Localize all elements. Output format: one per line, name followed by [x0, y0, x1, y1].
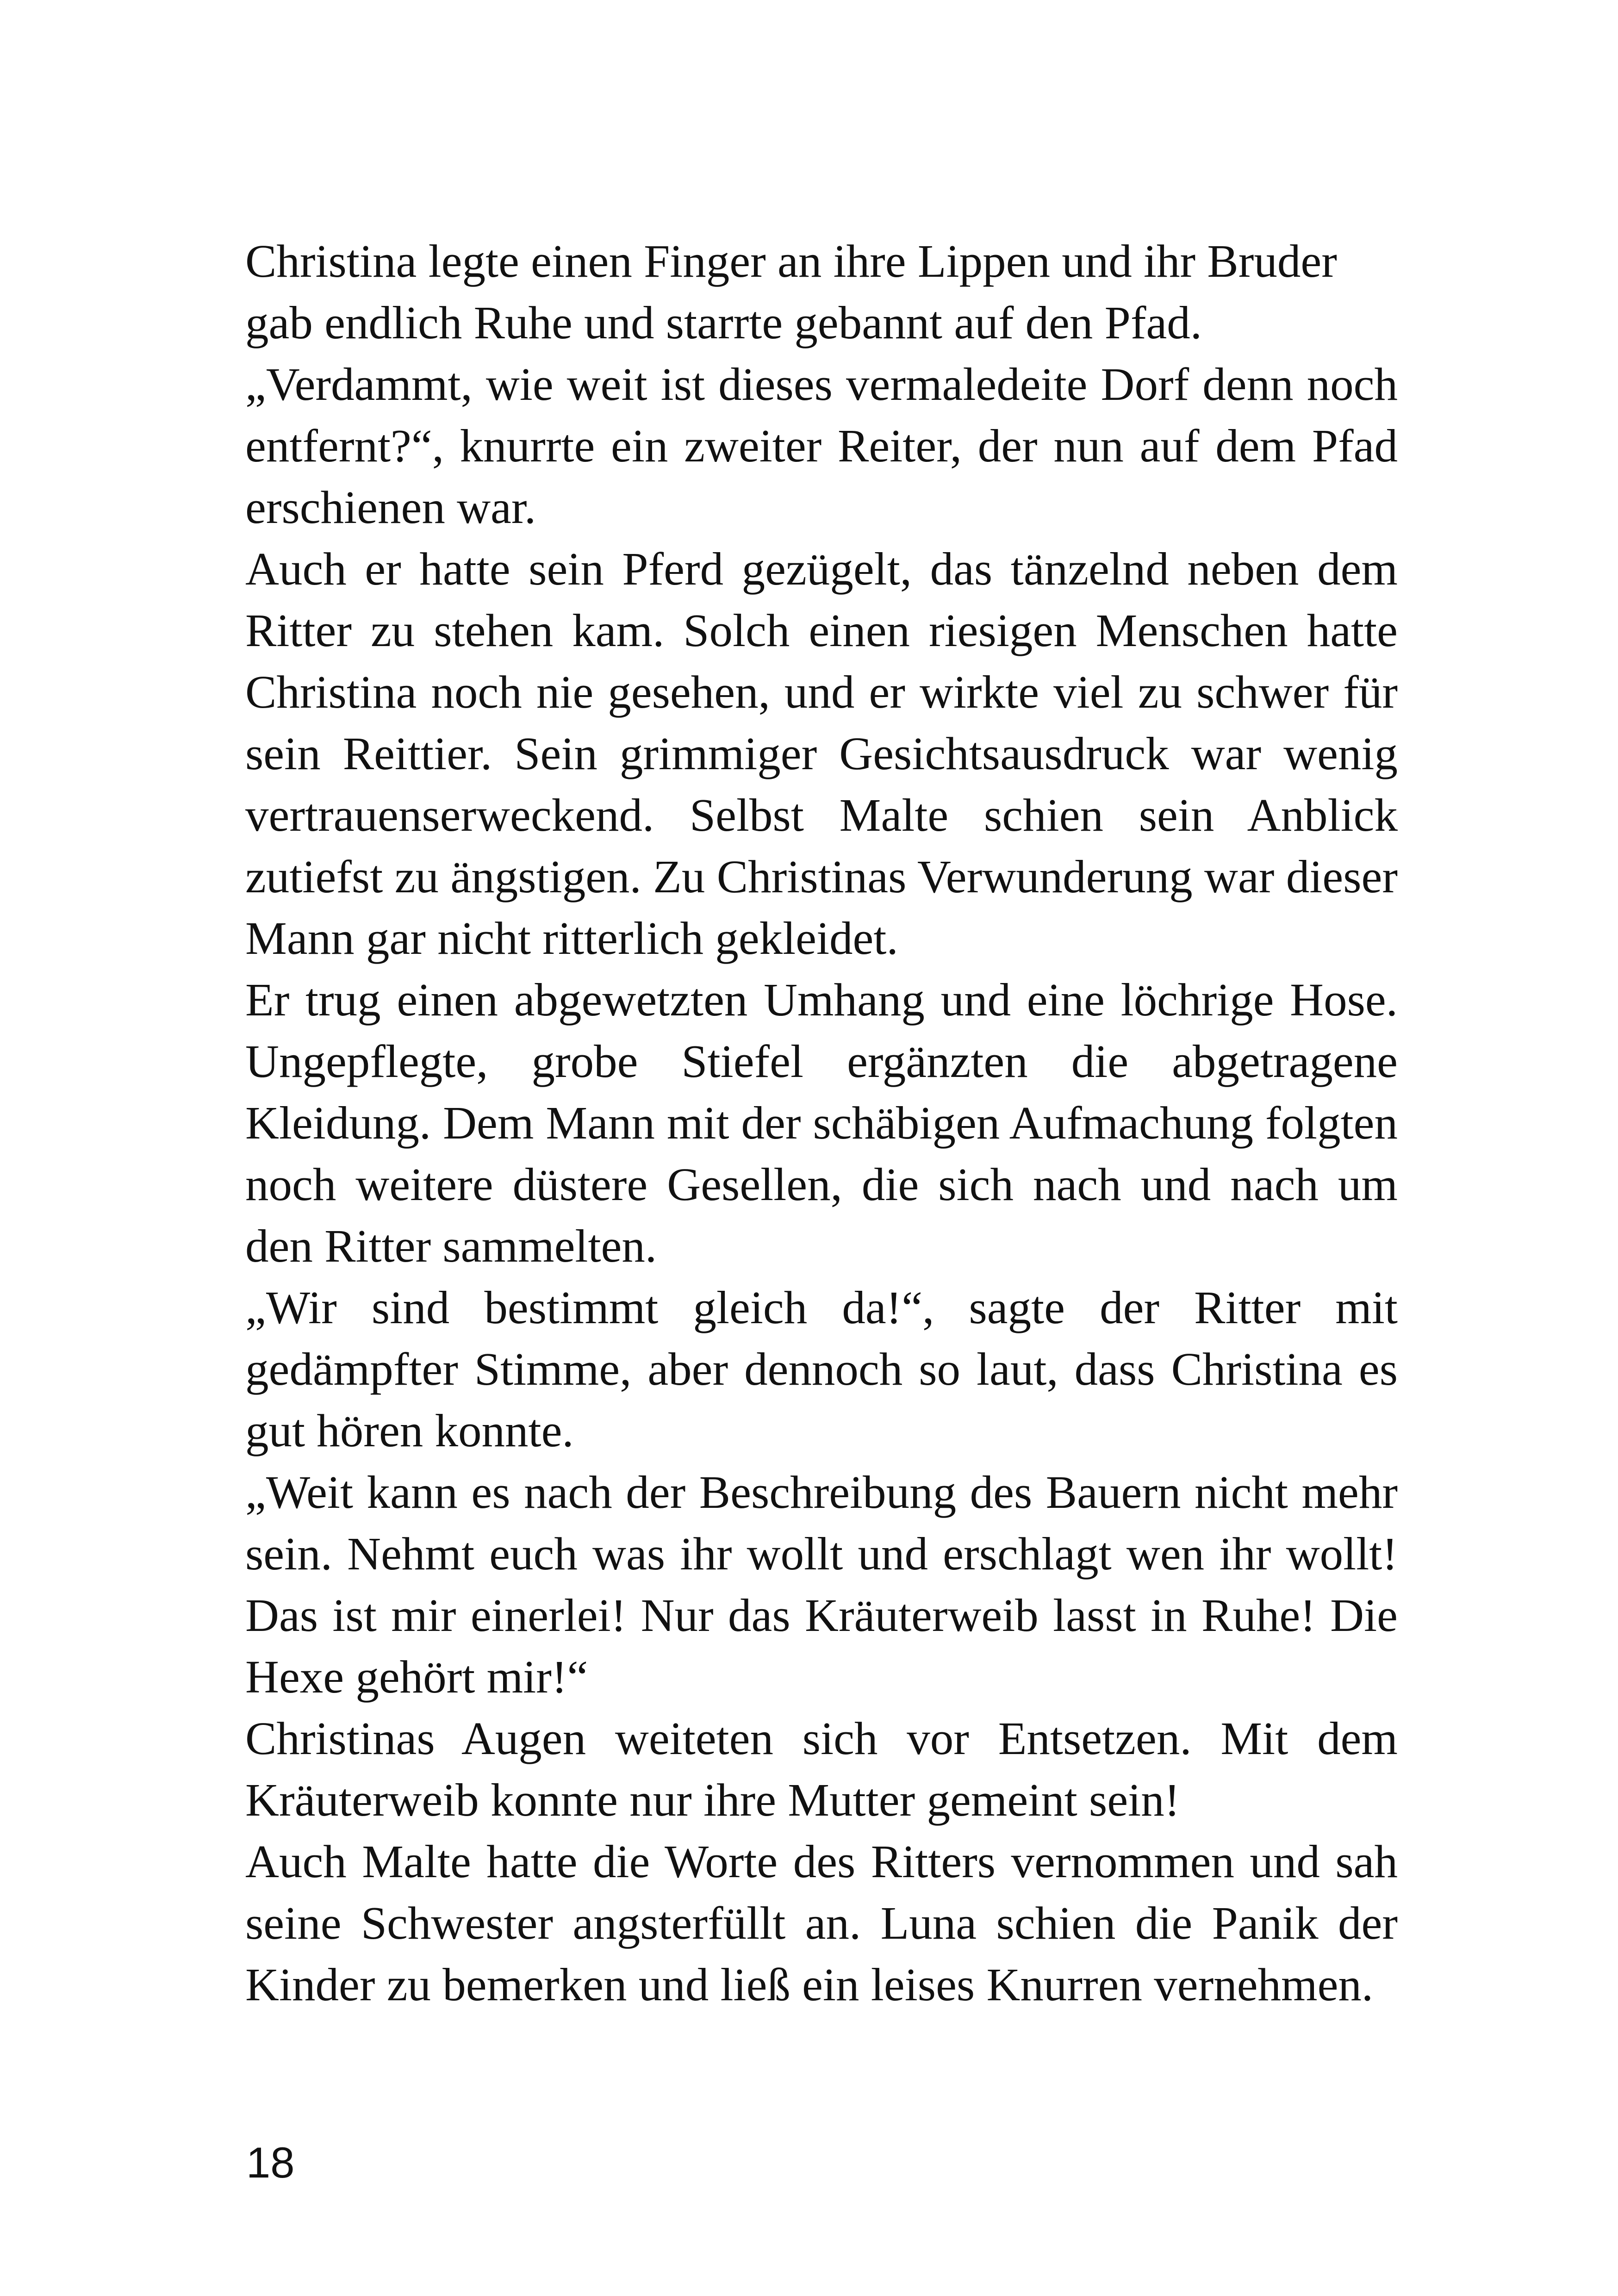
- paragraph-4: Er trug einen abgewetzten Umhang und eine löchrige Hose. Ungepflegte, grobe Stiefel ergänzten die abgetragene Kleidung. Dem Mann mit der schäbigen Aufmachung folgten noch weitere düstere Gesellen, die sich nach und nach um den Ritter sammelten.: [245, 974, 1398, 1272]
- page-number: 18: [246, 2138, 295, 2187]
- paragraph-1: Christina legte einen Finger an ihre Lippen und ihr Bruder gab endlich Ruhe und starrte gebannt auf den Pfad.: [245, 235, 1337, 348]
- paragraph-2: „Verdammt, wie weit ist dieses vermaledeite Dorf denn noch entfernt?“, knurrte ein zweiter Reiter, der nun auf dem Pfad erschienen war.: [245, 358, 1398, 533]
- body-text: [245, 230, 1398, 2016]
- paragraph-8: Auch Malte hatte die Worte des Ritters vernommen und sah seine Schwester angsterfüllt an. Luna schien die Panik der Kinder zu bemerken und ließ ein leises Knurren vernehmen.: [245, 1836, 1398, 2010]
- paragraph-5: „Wir sind bestimmt gleich da!“, sagte der Ritter mit gedämpfter Stimme, aber dennoch so laut, dass Christina es gut hören konnte.: [245, 1282, 1398, 1456]
- paragraph-3: Auch er hatte sein Pferd gezügelt, das tänzelnd neben dem Ritter zu stehen kam. Solch einen riesigen Menschen hatte Christina noch nie gesehen, und er wirkte viel zu schwer für sein Reittier. Sein grimmiger Gesichtsausdruck war wenig vertrauenserweckend. Selbst Malte schien sein Anblick zutiefst zu ängstigen. Zu Christinas Verwunderung war dieser Mann gar nicht ritterlich gekleidet.: [245, 543, 1398, 964]
- paragraph-7: Christinas Augen weiteten sich vor Entsetzen. Mit dem Kräuterweib konnte nur ihre Mutter gemeint sein!: [245, 1712, 1398, 1826]
- paragraph-6: „Weit kann es nach der Beschreibung des Bauern nicht mehr sein. Nehmt euch was ihr wollt und erschlagt wen ihr wollt! Das ist mir einerlei! Nur das Kräuterweib lasst in Ruhe! Die Hexe gehört mir!“: [245, 1466, 1398, 1703]
